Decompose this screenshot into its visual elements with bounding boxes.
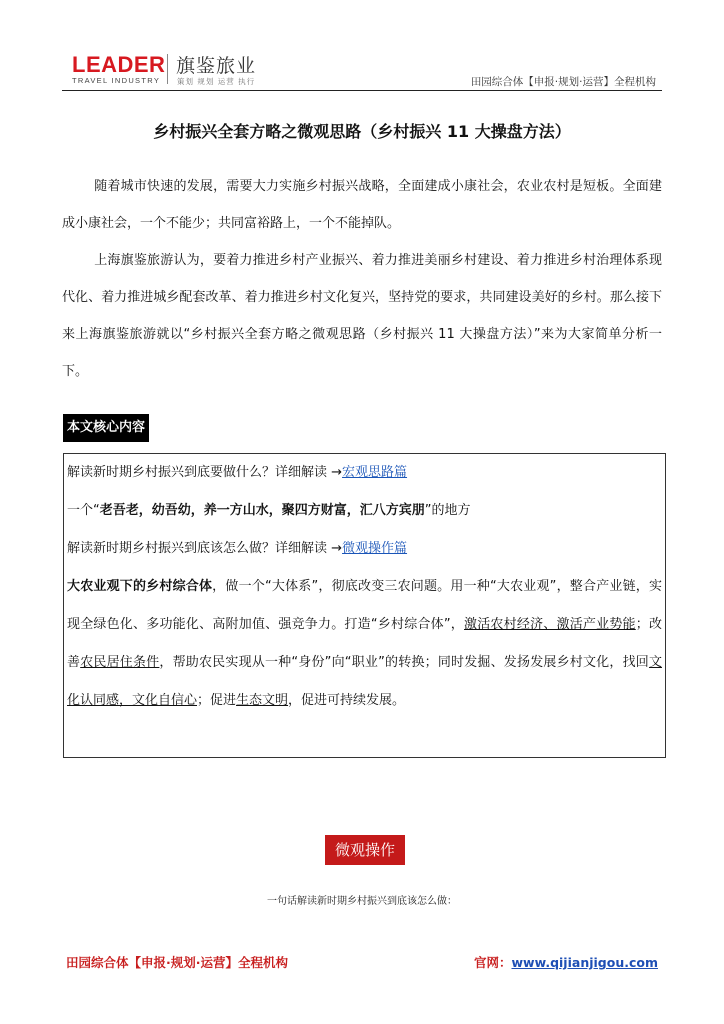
core-line-2 [67,492,662,530]
page-title: 乡村振兴全套方略之微观思路（乡村振兴 11 大操盘方法） [153,122,571,141]
core-content-label: 本文核心内容 [63,414,149,442]
page-header [62,50,662,92]
core-summary-part-b: ；改善 [67,617,662,670]
intro-paragraph-2-text: 上海旗鉴旅游认为，要着力推进乡村产业振兴、着力推进美丽乡村建设、着力推进乡村治理体系现代化、着力推进城乡配套改革、着力推进乡村文化复兴，坚持党的要求，共同建设美好的乡村。那么接下来上海旗鉴旅游就以“乡村振兴全套方略之微观思路（乡村振兴 11 大操盘方法）”来为大家简单分析一下。 [62,253,662,379]
core-summary-part-e: ，促进可持续发展。 [288,693,406,708]
core-line-3-text: 解读新时期乡村振兴到底该怎么做？详细解读 → [67,541,343,556]
section-badge: 微观操作 [325,835,405,865]
core-line-2-bold: 老吾老，幼吾幼，养一方山水，聚四方财富，汇八方宾朋 [99,503,425,518]
section-caption: 一句话解读新时期乡村振兴到底该怎么做： [267,896,457,907]
core-summary-underline-3: 文化认同感，文化自信心 [67,655,662,708]
core-summary-part-a: ，做一个“大体系”，彻底改变三农问题。用一种“大农业观”，整合产业链，实现全绿色化、多功能化、高附加值、强竞争力。打造“乡村综合体”， [67,579,662,632]
footer-website-label: 官网： [473,955,512,970]
core-summary-part-d: ；促进 [197,693,237,708]
core-line-1 [67,454,662,492]
core-summary-underline-4: 生态文明 [236,693,289,708]
intro-paragraph-2 [62,242,662,390]
core-summary-part-c: ，帮助农民实现从一种“身份”向“职业”的转换；同时发掘、发扬发展乡村文化，找回 [159,655,649,670]
core-content-box [63,453,666,758]
core-line-2-post: ”的地方 [424,503,471,518]
core-summary-underline-1: 激活农村经济、激活产业势能 [464,617,636,632]
brand-logo-cn: 旗鉴旅业 [176,55,257,77]
intro-paragraph-1 [62,168,662,242]
micro-operation-link[interactable]: 微观操作篇 [342,541,408,556]
header-tagline: 田园综合体【申报·规划·运营】全程机构 [470,76,656,88]
macro-thinking-link[interactable]: 宏观思路篇 [342,465,408,480]
footer-tagline: 田园综合体【申报·规划·运营】全程机构 [66,955,288,970]
footer-website [474,953,658,971]
logo-divider [167,54,168,84]
core-summary-paragraph [67,568,662,720]
core-line-2-pre: 一个“ [67,503,100,518]
brand-logo-en-sub: TRAVEL INDUSTRY [72,76,161,85]
core-line-3 [67,530,662,568]
intro-paragraph-1-text: 随着城市快速的发展，需要大力实施乡村振兴战略，全面建成小康社会，农业农村是短板。全面建成小康社会，一个不能少；共同富裕路上，一个不能掉队。 [62,179,662,231]
brand-slogan: 策划 规划 运营 执行 [177,77,256,86]
core-summary-underline-2: 农民居住条件 [80,655,160,670]
core-summary-bold: 大农业观下的乡村综合体 [67,579,213,594]
header-rule [62,90,662,91]
brand-logo-en: LEADER [72,52,166,77]
website-link[interactable]: www.qijianjigou.com [511,955,658,970]
core-line-1-text: 解读新时期乡村振兴到底要做什么？详细解读 → [67,465,343,480]
